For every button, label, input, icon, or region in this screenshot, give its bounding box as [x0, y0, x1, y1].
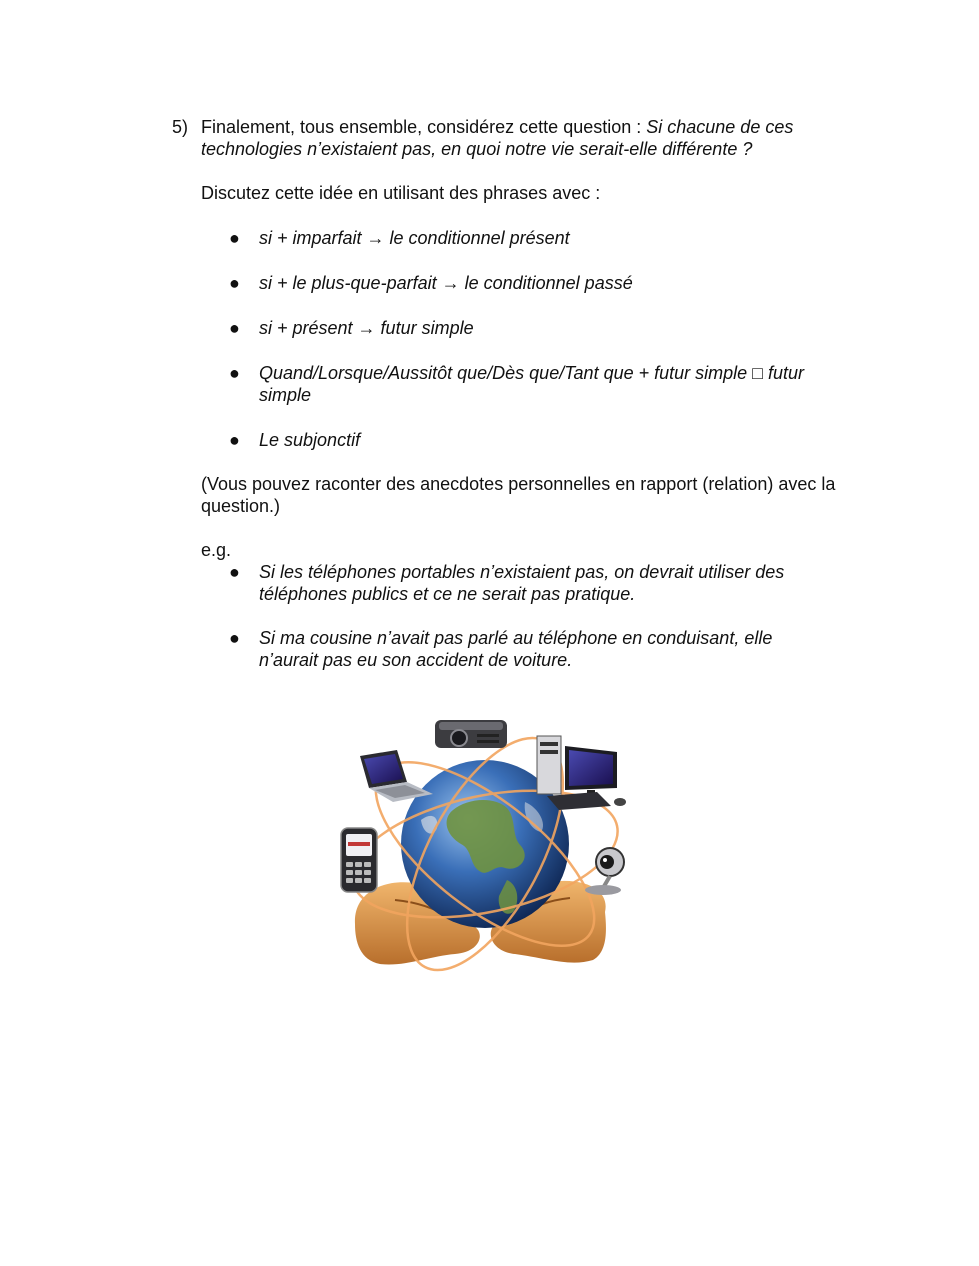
note: (Vous pouvez raconter des anecdotes personnelles en rapport (relation) avec la question.)	[201, 474, 836, 516]
instruction: Discutez cette idée en utilisant des phrases avec :	[201, 183, 601, 203]
example-label: e.g.	[201, 540, 232, 560]
bullet-icon: ●	[229, 363, 240, 383]
structure-text: si + le plus-que-parfait → le conditionnel passé	[259, 273, 633, 293]
bullet-icon: ●	[229, 430, 240, 450]
bullet-icon: ●	[229, 228, 240, 248]
desktop-computer-icon	[537, 736, 626, 810]
laptop-icon	[360, 750, 433, 802]
structure-text: Le subjonctif	[259, 430, 361, 450]
projector-icon	[435, 720, 507, 748]
example-text: Si les téléphones portables n’existaient pas, on devrait utiliser des téléphones publics et ce ne serait pas pratique.	[259, 562, 785, 604]
question-number: 5)	[172, 117, 189, 137]
structure-text: Quand/Lorsque/Aussitôt que/Dès que/Tant que + futur simple □ futur simple	[259, 363, 805, 405]
bullet-icon: ●	[229, 628, 240, 648]
bullet-icon: ●	[229, 562, 240, 582]
bullet-icon: ●	[229, 318, 240, 338]
bullet-icon: ●	[229, 273, 240, 293]
mobile-phone-icon	[341, 828, 377, 892]
example-text: Si ma cousine n’avait pas parlé au téléphone en conduisant, elle n’aurait pas eu son accident de voiture.	[259, 628, 773, 670]
technology-illustration	[335, 712, 645, 990]
question-text	[201, 116, 851, 160]
structure-text: si + présent → futur simple	[259, 318, 474, 338]
question-italic: Si chacune de ces technologies n’existaient pas, en quoi notre vie serait-elle différente ?	[201, 117, 794, 159]
structure-text: si + imparfait → le conditionnel présent	[259, 228, 570, 248]
question-intro: Finalement, tous ensemble, considérez cette question :	[201, 117, 647, 137]
